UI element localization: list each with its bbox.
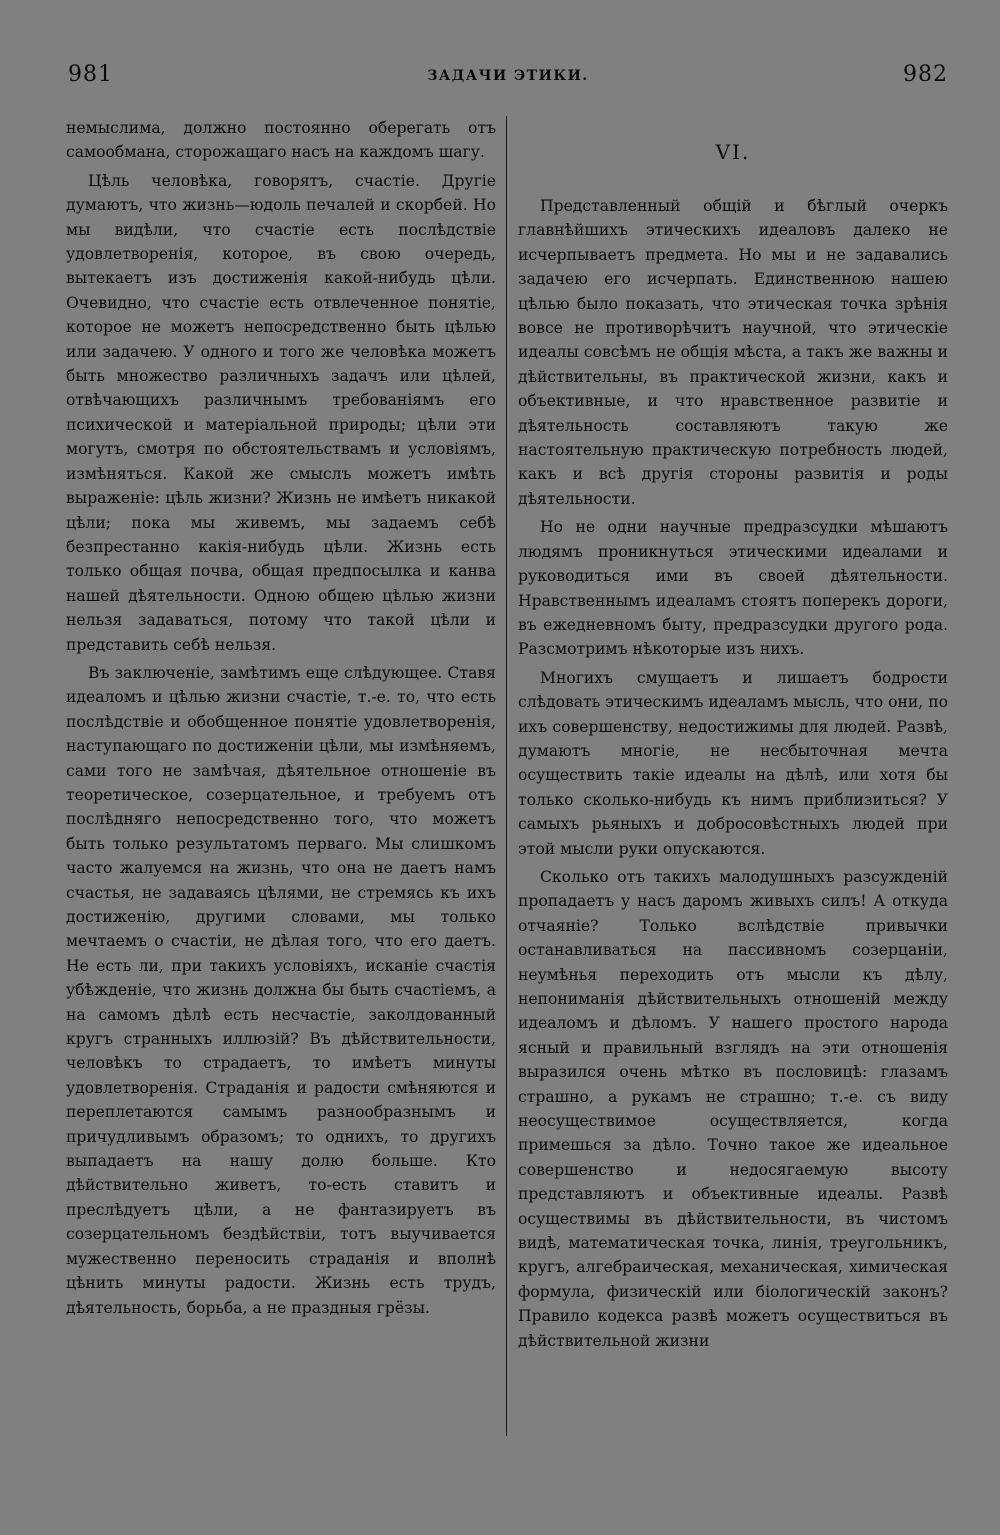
paragraph: немыслима, должно постоянно оберегать отъ самообмана, сторожащаго насъ на каждомъ шагу. [66, 119, 496, 162]
paragraph: Представленный общій и бѣглый очеркъ главнѣйшихъ этическихъ идеаловъ далеко не исчерпываетъ предмета. Но мы и не задавались задачею его исчерпать. Единственною нашею цѣлью было показать, что этическая точка зрѣнія вовсе не противорѣчитъ научной, что этическіе идеалы совсѣмъ не общія мѣста, а такъ же важны и дѣйствительны, въ практической жизни, какъ и объективные, и что нравственное развитіе и дѣятельность составляютъ такую же настоятельную практическую потребность людей, какъ и всѣ другія стороны развитія и роды дѣятельности. [518, 197, 948, 508]
right-page-number: 982 [903, 62, 948, 87]
paragraph: Сколько отъ такихъ малодушныхъ разсужденій пропадаетъ у насъ даромъ живыхъ силъ! А откуда отчаяніе? Только вслѣдствіе привычки останавливаться на пассивномъ созерцаніи, неумѣнья переходить отъ мысли къ дѣлу, непониманія дѣйствительныхъ отношеній между идеаломъ и дѣломъ. У нашего простого народа ясный и правильный взглядъ на эти отношенія выразился очень мѣтко въ пословицѣ: глазамъ страшно, а рукамъ не страшно; т.-е. съ виду неосуществимое осуществляется, когда примешься за дѣло. Точно такое же идеальное совершенство и недосягаемую высоту представляютъ и объективные идеалы. Развѣ осуществимы въ дѣйствительности, въ чистомъ видѣ, математическая точка, линія, треугольникъ, кругъ, алгебраическая, механическая, химическая формула, физическій или біологическій законъ? Правило кодекса развѣ можетъ осуществиться въ дѣйствительной жизни [518, 867, 948, 1350]
paragraph: Цѣль человѣка, говорятъ, счастіе. Другіе думаютъ, что жизнь—юдоль печалей и скорбей. Но мы видѣли, что счастіе есть послѣдствіе удовлетворенія, которое, въ свою очередь, вытекаетъ изъ достиженія какой-нибудь цѣли. Очевидно, что счастіе есть отвлеченное понятіе, которое не можетъ непосредственно быть цѣлью или задачею. У одного и того же человѣка можетъ быть множество различныхъ задачъ или цѣлей, отвѣчающихъ различнымъ требованіямъ его психической и матеріальной природы; цѣли эти могутъ, смотря по обстоятельствамъ и условіямъ, измѣняться. Какой же смыслъ можетъ имѣть выраженіе: цѣль жизни? Жизнь не имѣетъ никакой цѣли; пока мы живемъ, мы задаемъ себѣ безпрестанно какія-нибудь цѣли. Жизнь есть только общая почва, общая предпосылка и канва нашей дѣятельности. Одною общею цѣлью жизни нельзя задаваться, потому что такой цѣли и представить себѣ нельзя. [66, 171, 496, 654]
left-column [66, 116, 496, 1320]
paragraph: Въ заключеніе, замѣтимъ еще слѣдующее. Ставя идеаломъ и цѣлью жизни счастіе, т.-е. то, что есть послѣдствіе и обобщенное понятіе удовлетворенія, наступающаго по достиженіи цѣли, мы измѣняемъ, сами того не замѣчая, дѣятельное отношеніе въ теоретическое, созерцательное, и требуемъ отъ послѣдняго непосредственно того, что можетъ быть только результатомъ перваго. Мы слишкомъ часто жалуемся на жизнь, что она не даетъ намъ счастья, не задаваясь цѣлями, не стремясь къ ихъ достиженію, другими словами, мы только мечтаемъ о счастіи, не дѣлая того, что его даетъ. Не есть ли, при такихъ условіяхъ, исканіе счастія убѣжденіе, что жизнь должна бы быть счастіемъ, а на самомъ дѣлѣ есть несчастіе, заколдованный кругъ странныхъ иллюзій? Въ дѣйствительности, человѣкъ то страдаетъ, то имѣетъ минуты удовлетворенія. Страданія и радости смѣняются и переплетаются самымъ разнообразнымъ и причудливымъ образомъ; то однихъ, то другихъ выпадаетъ на нашу долю больше. Кто дѣйствительно живетъ, то-есть ставитъ и преслѣдуетъ цѣли, а не фантазируетъ въ созерцательномъ бездѣйствіи, тотъ выучивается мужественно переносить страданія и вполнѣ цѣнить минуты радости. Жизнь есть трудъ, дѣятельность, борьба, а не праздныя грёзы. [66, 663, 496, 1317]
right-column [518, 116, 948, 1353]
paragraph: Многихъ смущаетъ и лишаетъ бодрости слѣдовать этическимъ идеаламъ мысль, что они, по ихъ совершенству, недостижимы для людей. Развѣ, думаютъ многіе, не несбыточная мечта осуществить такіе идеалы на дѣлѣ, или хотя бы только сколько-нибудь къ нимъ приблизиться? У самыхъ рьяныхъ и добросовѣстныхъ людей при этой мысли руки опускаются. [518, 668, 948, 858]
left-page-number: 981 [68, 62, 113, 87]
column-divider [506, 116, 507, 1436]
running-header [68, 62, 948, 92]
running-title: ЗАДАЧИ ЭТИКИ. [427, 68, 589, 84]
paragraph: Но не одни научные предразсудки мѣшаютъ людямъ проникнуться этическими идеалами и руководиться ими въ своей дѣятельности. Нравственнымъ идеаламъ стоятъ поперекъ дороги, въ ежедневномъ быту, предразсудки другого рода. Разсмотримъ нѣкоторые изъ нихъ. [518, 518, 948, 659]
section-heading: VI. [715, 140, 751, 164]
